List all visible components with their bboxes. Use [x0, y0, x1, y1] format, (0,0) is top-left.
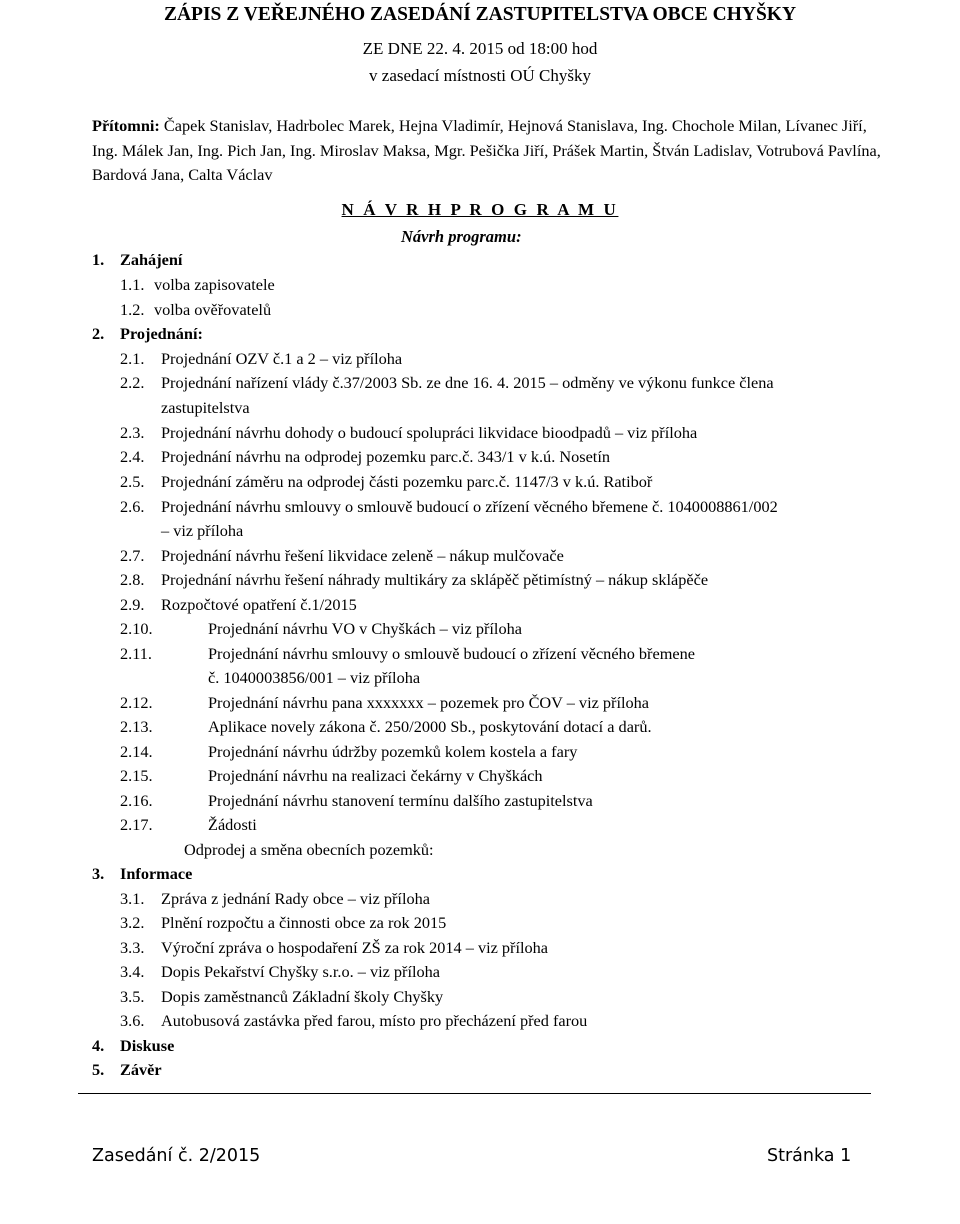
- meeting-place: v zasedací místnosti OÚ Chyšky: [369, 66, 591, 85]
- program-item-number: 2.1.: [120, 349, 145, 368]
- program-item-text: Plnění rozpočtu a činnosti obce za rok 2015: [161, 913, 447, 932]
- program-item-text: Projednání návrhu údržby pozemků kolem kostela a fary: [208, 742, 578, 761]
- program-item-number: 3.3.: [120, 938, 145, 957]
- program-item-text: Projednání návrhu pana xxxxxxx – pozemek pro ČOV – viz příloha: [208, 693, 650, 712]
- program-item-text: Diskuse: [120, 1036, 175, 1055]
- program-item-text: Projednání nařízení vlády č.37/2003 Sb. ze dne 16. 4. 2015 – odměny ve výkonu funkce člena: [161, 373, 774, 392]
- program-item-number: 2.6.: [120, 497, 145, 516]
- program-item-number: 2.14.: [120, 742, 153, 761]
- program-item-number: 2.2.: [120, 373, 145, 392]
- program-item-text: Zahájení: [120, 250, 183, 269]
- program-item-number: 3.1.: [120, 889, 145, 908]
- program-item-number: 2.12.: [120, 693, 153, 712]
- program-item-number: 3.5.: [120, 987, 145, 1006]
- program-item-text: Informace: [120, 864, 193, 883]
- program-subheading: Návrh programu:: [401, 227, 522, 246]
- program-item-text: Autobusová zastávka před farou, místo pro přecházení před farou: [161, 1011, 588, 1030]
- program-item-text: Žádosti: [208, 815, 257, 834]
- program-item-number: 5.: [92, 1060, 105, 1079]
- program-item-number: 4.: [92, 1036, 105, 1055]
- program-item-text: zastupitelstva: [161, 398, 250, 417]
- program-item-number: 2.17.: [120, 815, 153, 834]
- program-item-number: 2.7.: [120, 546, 145, 565]
- document-title: ZÁPIS Z VEŘEJNÉHO ZASEDÁNÍ ZASTUPITELSTVA OBCE CHYŠKY: [163, 4, 797, 25]
- program-item-text: Rozpočtové opatření č.1/2015: [161, 595, 357, 614]
- program-item-text: Projednání záměru na odprodej části pozemku parc.č. 1147/3 v k.ú. Ratiboř: [161, 472, 653, 491]
- program-item-text: Projednání návrhu na odprodej pozemku parc.č. 343/1 v k.ú. Nosetín: [161, 447, 610, 466]
- footer-divider: [78, 1093, 871, 1094]
- program-item-number: 3.4.: [120, 962, 145, 981]
- program-item-text: Zpráva z jednání Rady obce – viz příloha: [161, 889, 430, 908]
- program-item-text: – viz příloha: [161, 521, 244, 540]
- program-item-text: Projednání návrhu VO v Chyškách – viz příloha: [208, 619, 522, 638]
- program-item-text: Odprodej a směna obecních pozemků:: [184, 840, 434, 859]
- program-item-number: 2.16.: [120, 791, 153, 810]
- program-item-number: 1.: [92, 250, 105, 269]
- program-heading: N Á V R H P R O G R A M U: [341, 200, 619, 219]
- program-item-number: 2.10.: [120, 619, 153, 638]
- footer-meeting-number: Zasedání č. 2/2015: [92, 1146, 261, 1166]
- attendance-paragraph: [92, 114, 882, 188]
- program-item-text: Projednání návrhu dohody o budoucí spolupráci likvidace bioodpadů – viz příloha: [161, 423, 698, 442]
- program-item-number: 2.4.: [120, 447, 145, 466]
- program-item-text: Projednání návrhu na realizaci čekárny v Chyškách: [208, 766, 543, 785]
- program-item-text: Projednání návrhu řešení náhrady multikáry za sklápěč pětimístný – nákup sklápěče: [161, 570, 709, 589]
- program-item-text: Aplikace novely zákona č. 250/2000 Sb., poskytování dotací a darů.: [208, 717, 652, 736]
- program-item-text: Projednání návrhu stanovení termínu dalšího zastupitelstva: [208, 791, 593, 810]
- program-item-number: 2.13.: [120, 717, 153, 736]
- program-item-text: Projednání návrhu smlouvy o smlouvě budoucí o zřízení věcného břemene: [208, 644, 695, 663]
- meeting-date: ZE DNE 22. 4. 2015 od 18:00 hod: [362, 39, 598, 58]
- program-item-text: volba zapisovatele: [154, 275, 275, 294]
- program-item-number: 3.2.: [120, 913, 145, 932]
- footer-page-number: Stránka 1: [767, 1146, 852, 1166]
- program-item-text: č. 1040003856/001 – viz příloha: [208, 668, 421, 687]
- program-item-number: 3.6.: [120, 1011, 145, 1030]
- program-item-text: Projednání OZV č.1 a 2 – viz příloha: [161, 349, 403, 368]
- program-item-number: 3.: [92, 864, 105, 883]
- program-item-text: Projednání návrhu smlouvy o smlouvě budoucí o zřízení věcného břemene č. 1040008861/002: [161, 497, 778, 516]
- program-item-number: 2.9.: [120, 595, 145, 614]
- program-item-number: 1.1.: [120, 275, 145, 294]
- program-item-number: 2.15.: [120, 766, 153, 785]
- program-item-number: 2.: [92, 324, 105, 343]
- program-item-text: Dopis zaměstnanců Základní školy Chyšky: [161, 987, 444, 1006]
- program-item-number: 2.5.: [120, 472, 145, 491]
- program-item-number: 2.3.: [120, 423, 145, 442]
- program-item-text: volba ověřovatelů: [154, 300, 272, 319]
- program-item-number: 2.8.: [120, 570, 145, 589]
- program-item-text: Dopis Pekařství Chyšky s.r.o. – viz příloha: [161, 962, 441, 981]
- program-item-text: Projednání návrhu řešení likvidace zeleně – nákup mulčovače: [161, 546, 564, 565]
- program-item-text: Výroční zpráva o hospodaření ZŠ za rok 2014 – viz příloha: [161, 938, 549, 957]
- program-item-text: Závěr: [120, 1060, 162, 1079]
- program-item-number: 2.11.: [120, 644, 152, 663]
- attendance-label: Přítomni:: [92, 116, 160, 135]
- program-item-text: Projednání:: [120, 324, 203, 343]
- attendance-names: Čapek Stanislav, Hadrbolec Marek, Hejna Vladimír, Hejnová Stanislava, Ing. Chochole Milan, Lívanec Jiří, Ing. Málek Jan, Ing. Pich Jan, Ing. Miroslav Maksa, Mgr. Pešička Jiří, Prášek Martin, Štván Ladislav, Votrubová Pavlína, Bardová Jana, Calta Václav: [92, 116, 881, 184]
- program-item-number: 1.2.: [120, 300, 145, 319]
